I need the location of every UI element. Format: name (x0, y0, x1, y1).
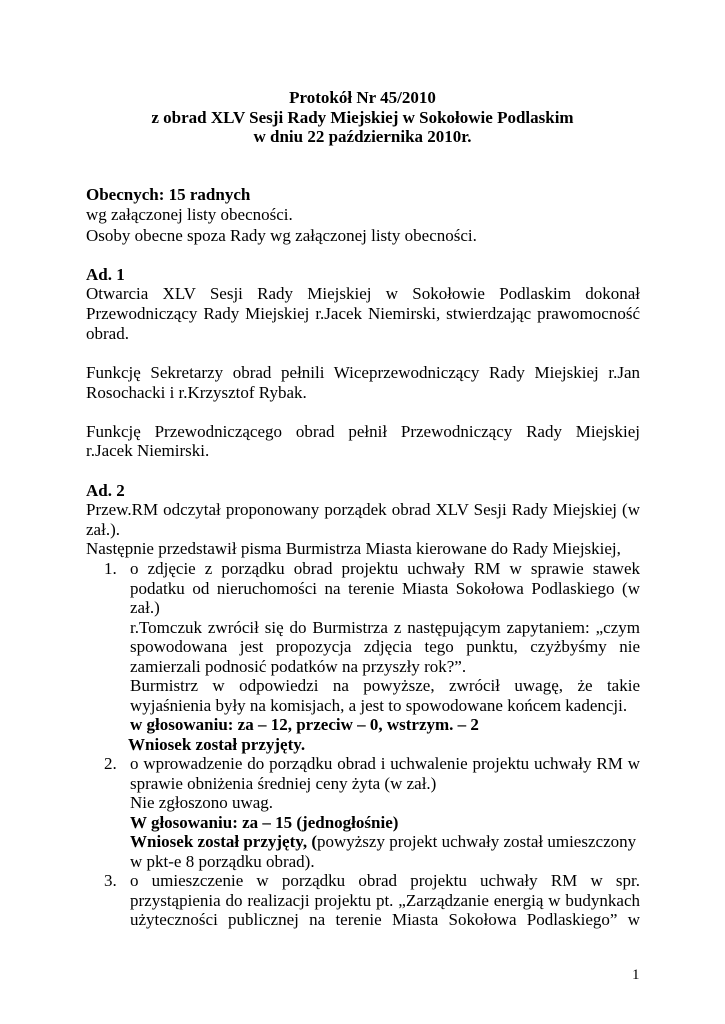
title-line-3: w dniu 22 października 2010r. (253, 127, 472, 146)
ad1-p2-line-2: Rosochacki i r.Krzysztof Rybak. (86, 383, 307, 402)
item-3-line-2: przystąpienia do realizacji projektu pt. „Zarządzanie energią w budynkach (130, 891, 640, 910)
item-3-line-3: użyteczności publicznej na terenie Miasta Sokołowa Podlaskiego” w (130, 910, 640, 929)
ad1-p3-line-2: r.Jacek Niemirski. (86, 441, 210, 460)
item-1-line-8: wyjaśnienia były na komisjach, a jest to spowodowane końcem kadencji. (130, 696, 628, 715)
ad2-p1-line-1: Przew.RM odczytał proponowany porządek obrad XLV Sesji Rady Miejskiej (w (86, 500, 640, 519)
attendance-heading: Obecnych: 15 radnych (86, 185, 251, 204)
item-3-line-1: o umieszczenie w porządku obrad projektu uchwały RM w spr. (130, 871, 640, 890)
ad1-p1-line-3: obrad. (86, 324, 129, 343)
item-3-number: 3. (104, 871, 117, 890)
item-1-line-1: o zdjęcie z porządku obrad projektu uchwały RM w sprawie stawek (130, 559, 640, 578)
ad2-p1-line-2: zał.). (86, 520, 120, 539)
ad2-heading: Ad. 2 (86, 481, 125, 500)
attendance-line-1: wg załączonej listy obecności. (86, 205, 293, 224)
item-2-vote: W głosowaniu: za – 15 (jednogłośnie) (130, 813, 399, 832)
attendance-line-2: Osoby obecne spoza Rady wg załączonej listy obecności. (86, 226, 477, 245)
item-1-line-4: r.Tomczuk zwrócił się do Burmistrza z następującym zapytaniem: „czym (130, 618, 640, 637)
item-2-line-3: Nie zgłoszono uwag. (130, 793, 274, 812)
item-2-line-2: sprawie obniżenia średniej ceny żyta (w zał.) (130, 774, 437, 793)
item-2-result-line-2: w pkt-e 8 porządku obrad). (130, 852, 315, 871)
ad2-p1-line-3: Następnie przedstawił pisma Burmistrza Miasta kierowane do Rady Miejskiej, (86, 539, 621, 558)
item-1-line-2: podatku od nieruchomości na terenie Miasta Sokołowa Podlaskiego (w (130, 579, 640, 598)
ad1-heading: Ad. 1 (86, 265, 125, 284)
item-1-line-3: zał.) (130, 598, 160, 617)
item-2-number: 2. (104, 754, 117, 773)
title-line-1: Protokół Nr 45/2010 (289, 88, 436, 107)
item-1-line-7: Burmistrz w odpowiedzi na powyższe, zwrócił uwagę, że takie (130, 676, 640, 695)
item-2-result-rest: powyższy projekt uchwały został umieszczony (316, 832, 637, 851)
item-1-line-5: spowodowana jest propozycja zdjęcia tego punktu, czyżbyśmy nie (130, 637, 640, 656)
ad1-p1-line-2: Przewodniczący Rady Miejskiej r.Jacek Niemirski, stwierdzając prawomocność (86, 304, 640, 323)
item-2-line-1: o wprowadzenie do porządku obrad i uchwalenie projektu uchwały RM w (130, 754, 640, 773)
item-1-number: 1. (104, 559, 117, 578)
item-1-line-6: zamierzali podnosić podatków na przyszły rok?”. (130, 657, 467, 676)
ad1-p2-line-1: Funkcję Sekretarzy obrad pełnili Wiceprzewodniczący Rady Miejskiej r.Jan (86, 363, 640, 382)
item-1-result: Wniosek został przyjęty. (128, 735, 306, 754)
title-line-2: z obrad XLV Sesji Rady Miejskiej w Sokołowie Podlaskim (151, 108, 574, 127)
item-1-vote: w głosowaniu: za – 12, przeciw – 0, wstrzym. – 2 (130, 715, 479, 734)
ad1-p3-line-1: Funkcję Przewodniczącego obrad pełnił Przewodniczący Rady Miejskiej (86, 422, 640, 441)
ad1-p1-line-1: Otwarcia XLV Sesji Rady Miejskiej w Sokołowie Podlaskim dokonał (86, 284, 640, 303)
page-number: 1 (632, 967, 640, 983)
item-2-result (130, 832, 636, 852)
item-2-result-bold: Wniosek został przyjęty, ( (130, 832, 317, 851)
